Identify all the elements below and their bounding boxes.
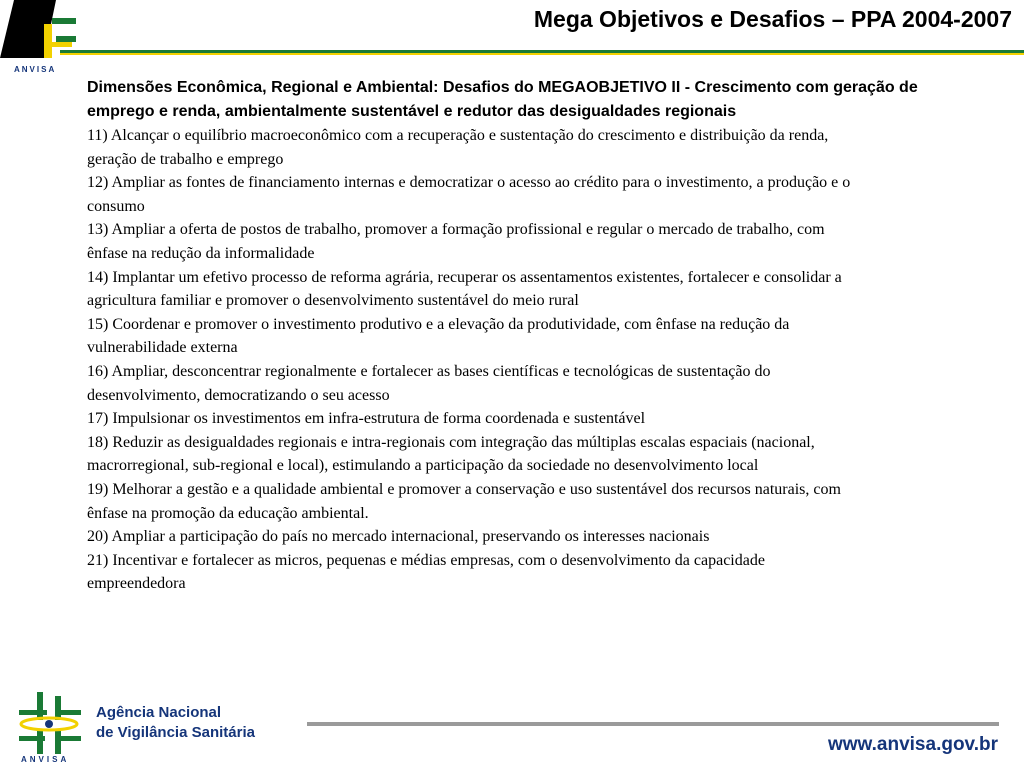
objective-item: 12) Ampliar as fontes de financiamento internas e democratizar o acesso ao crédito para o investimento, a produção e o consumo bbox=[87, 174, 851, 215]
objective-item: 16) Ampliar, desconcentrar regionalmente e fortalecer as bases científicas e tecnológicas de sustentação do desenvolvimento, democratizando o seu acesso bbox=[87, 362, 771, 404]
objective-item: 19) Melhorar a gestão e a qualidade ambiental e promover a conservação e uso sustentável dos recursos naturais, com ênfase na promoção da educação ambiental. bbox=[87, 480, 841, 522]
anvisa-logo-footer bbox=[15, 692, 85, 764]
objectives-list bbox=[87, 124, 857, 596]
anvisa-logo-top bbox=[0, 0, 80, 75]
objective-item: 18) Reduzir as desigualdades regionais e intra-regionais com integração das múltiplas escalas espaciais (nacional, macrorregional, sub-regional e local), estimulando a participação da sociedade no desenvolvimento local bbox=[87, 433, 815, 475]
objective-item: 14) Implantar um efetivo processo de reforma agrária, recuperar os assentamentos existentes, fortalecer e consolidar a agricultura familiar e promover o desenvolvimento sustentável do meio rural bbox=[87, 268, 842, 310]
objective-item: 21) Incentivar e fortalecer as micros, pequenas e médias empresas, com o desenvolvimento da capacidade empreendedora bbox=[87, 551, 765, 593]
svg-text:ANVISA: ANVISA bbox=[14, 65, 57, 74]
objective-item: 20) Ampliar a participação do país no mercado internacional, preservando os interesses nacionais bbox=[87, 528, 710, 546]
objective-item: 17) Impulsionar os investimentos em infra-estrutura de forma coordenada e sustentável bbox=[87, 410, 646, 428]
objective-item: 15) Coordenar e promover o investimento produtivo e a elevação da produtividade, com ênfase na redução da vulnerabilidade externa bbox=[87, 315, 790, 357]
footer-divider bbox=[307, 722, 999, 726]
agency-name-line2: de Vigilância Sanitária bbox=[96, 724, 255, 741]
slide-content bbox=[87, 76, 977, 596]
agency-name bbox=[96, 703, 255, 743]
website-url: www.anvisa.gov.br bbox=[828, 734, 998, 755]
objective-item: 11) Alcançar o equilíbrio macroeconômico com a recuperação e sustentação do crescimento e distribuição da renda, geração de trabalho e emprego bbox=[87, 127, 829, 168]
agency-name-line1: Agência Nacional bbox=[96, 704, 222, 721]
svg-text:ANVISA: ANVISA bbox=[21, 755, 70, 764]
header-divider-accent bbox=[60, 53, 1024, 55]
section-heading: Dimensões Econômica, Regional e Ambiental: Desafios do MEGAOBJETIVO II - Crescimento com geração de emprego e renda, ambientalmente sustentável e redutor das desigualdades regionais bbox=[87, 79, 918, 120]
objective-item: 13) Ampliar a oferta de postos de trabalho, promover a formação profissional e regular o mercado de trabalho, com ênfase na redução da informalidade bbox=[87, 221, 825, 262]
slide-title: Mega Objetivos e Desafios – PPA 2004-2007 bbox=[533, 6, 1012, 32]
